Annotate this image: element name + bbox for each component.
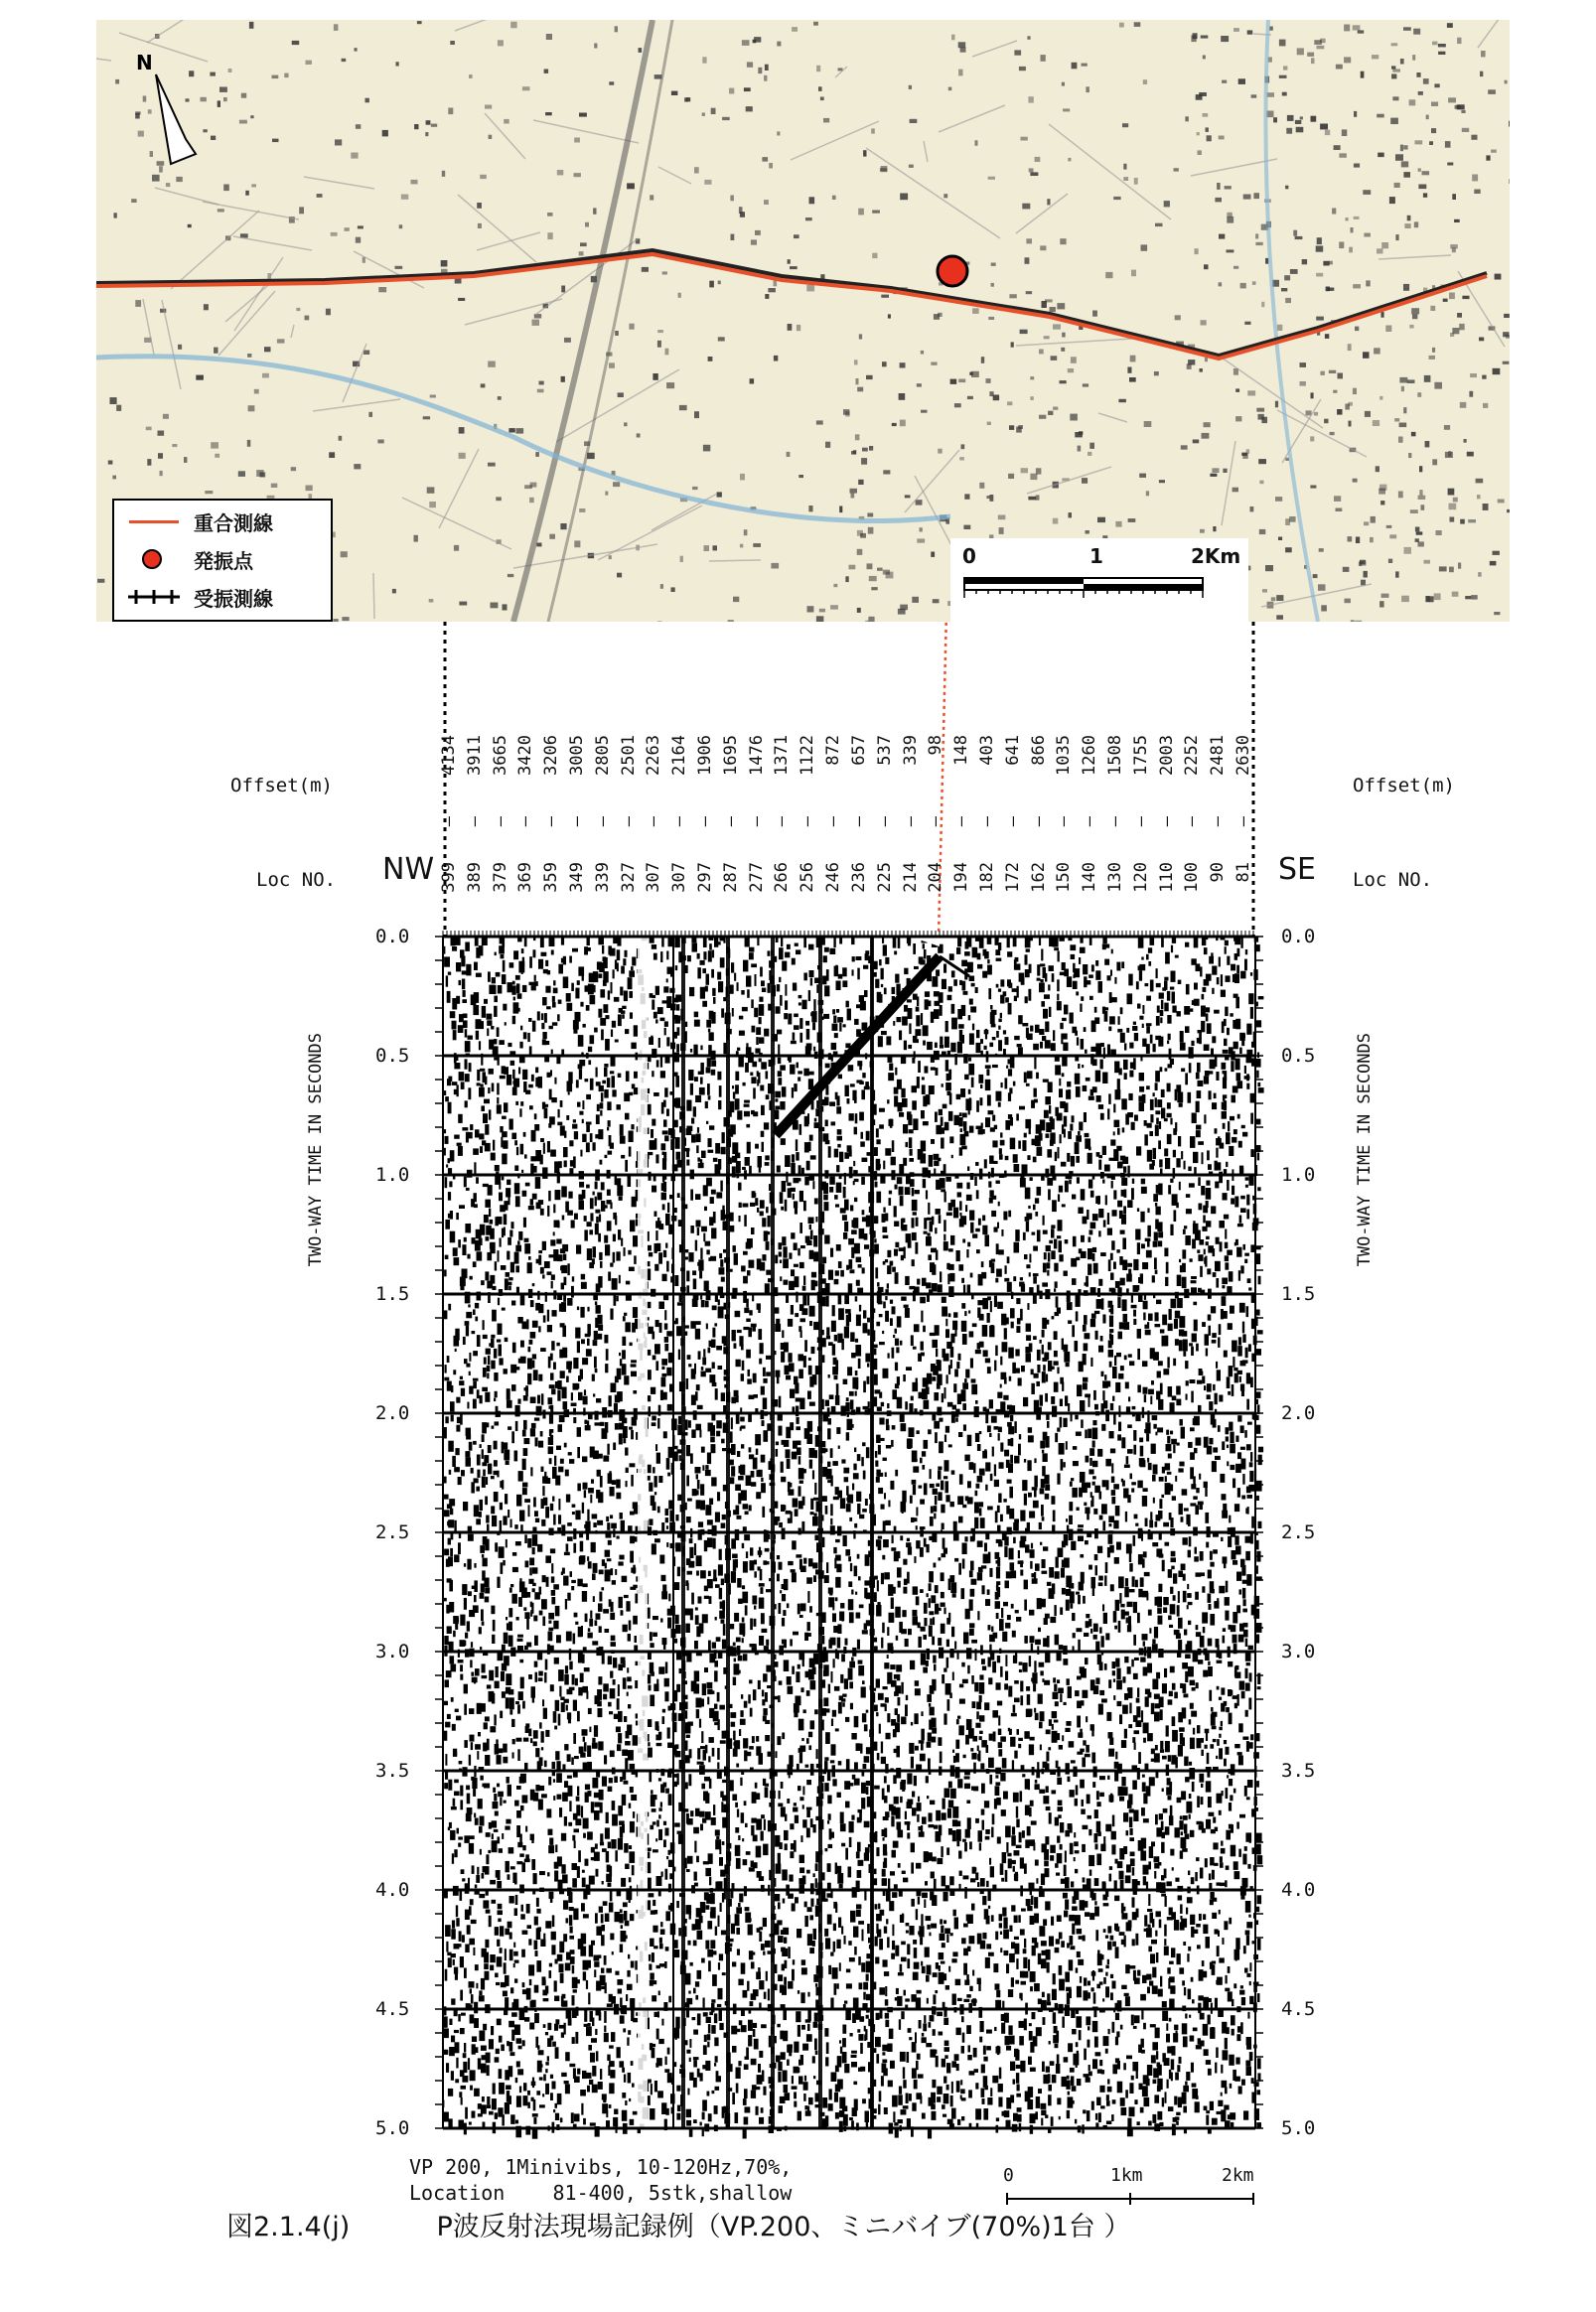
loc-value: 214: [900, 862, 921, 893]
time-tick-label: 1.0: [375, 1164, 410, 1186]
offset-value: 1695: [720, 735, 741, 776]
time-tick-label: 2.5: [375, 1521, 410, 1543]
loc-label-left: Loc NO.: [256, 869, 337, 891]
separator-dash: —: [746, 816, 767, 827]
separator-dash: —: [439, 816, 459, 827]
loc-value: 389: [464, 862, 485, 893]
north-arrow-icon: [156, 74, 196, 164]
loc-value: 399: [439, 862, 459, 893]
offset-value: 2164: [669, 735, 690, 776]
loc-value: 225: [874, 862, 895, 893]
loc-value: 150: [1054, 862, 1075, 893]
time-tick-label: 1.0: [1281, 1164, 1316, 1186]
time-tick-label: 1.5: [375, 1283, 410, 1305]
separator-dash: —: [695, 816, 716, 827]
offset-value: 2263: [644, 735, 664, 776]
separator-dash: —: [464, 816, 485, 827]
stacked-line: [96, 254, 1487, 359]
topographic-map: [96, 20, 1510, 622]
separator-dash: —: [874, 816, 895, 827]
loc-value: 90: [1208, 862, 1229, 883]
loc-value: 307: [644, 862, 664, 893]
separator-dash: —: [592, 816, 613, 827]
time-tick-label: 3.0: [1281, 1641, 1316, 1662]
separator-dash: —: [1104, 816, 1125, 827]
separator-dash: —: [541, 816, 562, 827]
offset-value: 3665: [490, 735, 510, 776]
loc-value: 277: [746, 862, 767, 893]
offset-value: 2481: [1208, 735, 1229, 776]
separator-dash: —: [720, 816, 741, 827]
shot-point-marker: [938, 256, 967, 286]
loc-value: 162: [1028, 862, 1049, 893]
time-tick-label: 0.5: [375, 1045, 410, 1067]
loc-value: 110: [1156, 862, 1177, 893]
time-tick-label: 4.5: [1281, 1998, 1316, 2020]
offset-value: 1476: [746, 735, 767, 776]
offset-label-left: Offset(m): [230, 775, 333, 796]
north-label: N: [136, 51, 153, 74]
loc-value: 140: [1080, 862, 1100, 893]
loc-value: 327: [618, 862, 639, 893]
map-legend: [112, 499, 333, 622]
loc-value: 349: [567, 862, 588, 893]
loc-value: 204: [926, 862, 946, 893]
red-circle-icon: [124, 549, 184, 569]
separator-dash: —: [1054, 816, 1075, 827]
separator-dash: —: [926, 816, 946, 827]
loc-value: 307: [669, 862, 690, 893]
offset-value: 2252: [1182, 735, 1203, 776]
time-tick-label: 5.0: [375, 2117, 410, 2139]
legend-item-shot-point: 発振点: [124, 544, 253, 574]
figure-number: 図2.1.4(j): [226, 2212, 351, 2242]
separator-dash: —: [669, 816, 690, 827]
loc-value: 339: [592, 862, 613, 893]
offset-value: 403: [976, 735, 997, 766]
time-tick-label: 5.0: [1281, 2117, 1316, 2139]
time-tick-label: 4.0: [375, 1879, 410, 1901]
offset-value: 1755: [1130, 735, 1151, 776]
separator-dash: —: [976, 816, 997, 827]
offset-value: 641: [1002, 735, 1023, 766]
loc-value: 236: [848, 862, 869, 893]
separator-dash: —: [644, 816, 664, 827]
separator-dash: —: [1002, 816, 1023, 827]
offset-value: 98: [926, 735, 946, 756]
loc-value: 246: [823, 862, 844, 893]
offset-value: 1508: [1104, 735, 1125, 776]
offset-value: 4134: [439, 735, 459, 776]
loc-value: 297: [695, 862, 716, 893]
se-label: SE: [1278, 852, 1316, 887]
offset-value: 3005: [567, 735, 588, 776]
loc-value: 120: [1130, 862, 1151, 893]
river: [96, 357, 950, 521]
figure-title: P波反射法現場記録例（VP.200、ミニバイブ(70%)1台 ）: [436, 2212, 1131, 2242]
loc-value: 256: [798, 862, 818, 893]
separator-dash: —: [1182, 816, 1203, 827]
offset-value: 3206: [541, 735, 562, 776]
separator-dash: —: [823, 816, 844, 827]
offset-value: 1906: [695, 735, 716, 776]
separator-dash: —: [1208, 816, 1229, 827]
hatched-line-icon: [124, 587, 184, 607]
river-east: [1265, 20, 1318, 622]
separator-dash: —: [515, 816, 536, 827]
parameters-line-1: VP 200, 1Minivibs, 10-120Hz,70%,: [409, 2155, 793, 2179]
nw-label: NW: [382, 852, 435, 887]
offset-value: 339: [900, 735, 921, 766]
offset-value: 1035: [1054, 735, 1075, 776]
loc-label-right: Loc NO.: [1353, 869, 1433, 891]
seismic-traces: [443, 937, 1255, 2128]
figure-caption: [226, 2205, 1130, 2243]
offset-value: 872: [823, 735, 844, 766]
time-tick-label: 0.5: [1281, 1045, 1316, 1067]
offset-value: 3911: [464, 735, 485, 776]
separator-dash: —: [772, 816, 793, 827]
separator-dash: —: [900, 816, 921, 827]
separator-dash: —: [618, 816, 639, 827]
offset-value: 2630: [1233, 735, 1253, 776]
offset-label-right: Offset(m): [1353, 775, 1455, 796]
time-tick-label: 4.0: [1281, 1879, 1316, 1901]
separator-dash: —: [1080, 816, 1100, 827]
offset-value: 2501: [618, 735, 639, 776]
receiver-line: [96, 250, 1487, 356]
seismic-record: [443, 937, 1255, 2128]
loc-value: 287: [720, 862, 741, 893]
time-tick-label: 3.5: [375, 1760, 410, 1782]
separator-dash: —: [848, 816, 869, 827]
loc-value: 130: [1104, 862, 1125, 893]
loc-value: 359: [541, 862, 562, 893]
parameters-line-2: Location 81-400, 5stk,shallow: [409, 2181, 793, 2205]
loc-value: 182: [976, 862, 997, 893]
separator-dash: —: [1233, 816, 1253, 827]
time-tick-label: 3.5: [1281, 1760, 1316, 1782]
separator-dash: —: [567, 816, 588, 827]
separator-dash: —: [1156, 816, 1177, 827]
loc-value: 100: [1182, 862, 1203, 893]
time-tick-label: 2.0: [375, 1402, 410, 1424]
offset-value: 2003: [1156, 735, 1177, 776]
time-tick-label: 2.5: [1281, 1521, 1316, 1543]
time-tick-label: 1.5: [1281, 1283, 1316, 1305]
y-axis-label-left: TWO-WAY TIME IN SECONDS: [306, 1033, 326, 1267]
time-tick-label: 0.0: [375, 926, 410, 947]
record-scale-bar: 0 1km 2km: [1003, 2165, 1254, 2186]
legend-item-stacked-line: 重合測線: [124, 506, 273, 536]
offset-value: 1122: [798, 735, 818, 776]
map-scale-bar: 0 1 2Km: [950, 538, 1248, 622]
offset-value: 1371: [772, 735, 793, 776]
loc-value: 369: [515, 862, 536, 893]
offset-value: 148: [951, 735, 972, 766]
separator-dash: —: [951, 816, 972, 827]
offset-value: 2805: [592, 735, 613, 776]
separator-dash: —: [1028, 816, 1049, 827]
offset-value: 537: [874, 735, 895, 766]
time-tick-label: 0.0: [1281, 926, 1316, 947]
time-tick-label: 2.0: [1281, 1402, 1316, 1424]
legend-item-receiver-line: 受振測線: [124, 582, 273, 612]
offset-value: 866: [1028, 735, 1049, 766]
separator-dash: —: [798, 816, 818, 827]
red-line-icon: [124, 511, 184, 531]
loc-value: 172: [1002, 862, 1023, 893]
loc-value: 81: [1233, 862, 1253, 883]
loc-value: 266: [772, 862, 793, 893]
separator-dash: —: [1130, 816, 1151, 827]
offset-value: 1260: [1080, 735, 1100, 776]
loc-value: 194: [951, 862, 972, 893]
offset-value: 3420: [515, 735, 536, 776]
loc-value: 379: [490, 862, 510, 893]
time-tick-label: 4.5: [375, 1998, 410, 2020]
offset-value: 657: [848, 735, 869, 766]
separator-dash: —: [490, 816, 510, 827]
time-tick-label: 3.0: [375, 1641, 410, 1662]
y-axis-label-right: TWO-WAY TIME IN SECONDS: [1355, 1033, 1375, 1267]
